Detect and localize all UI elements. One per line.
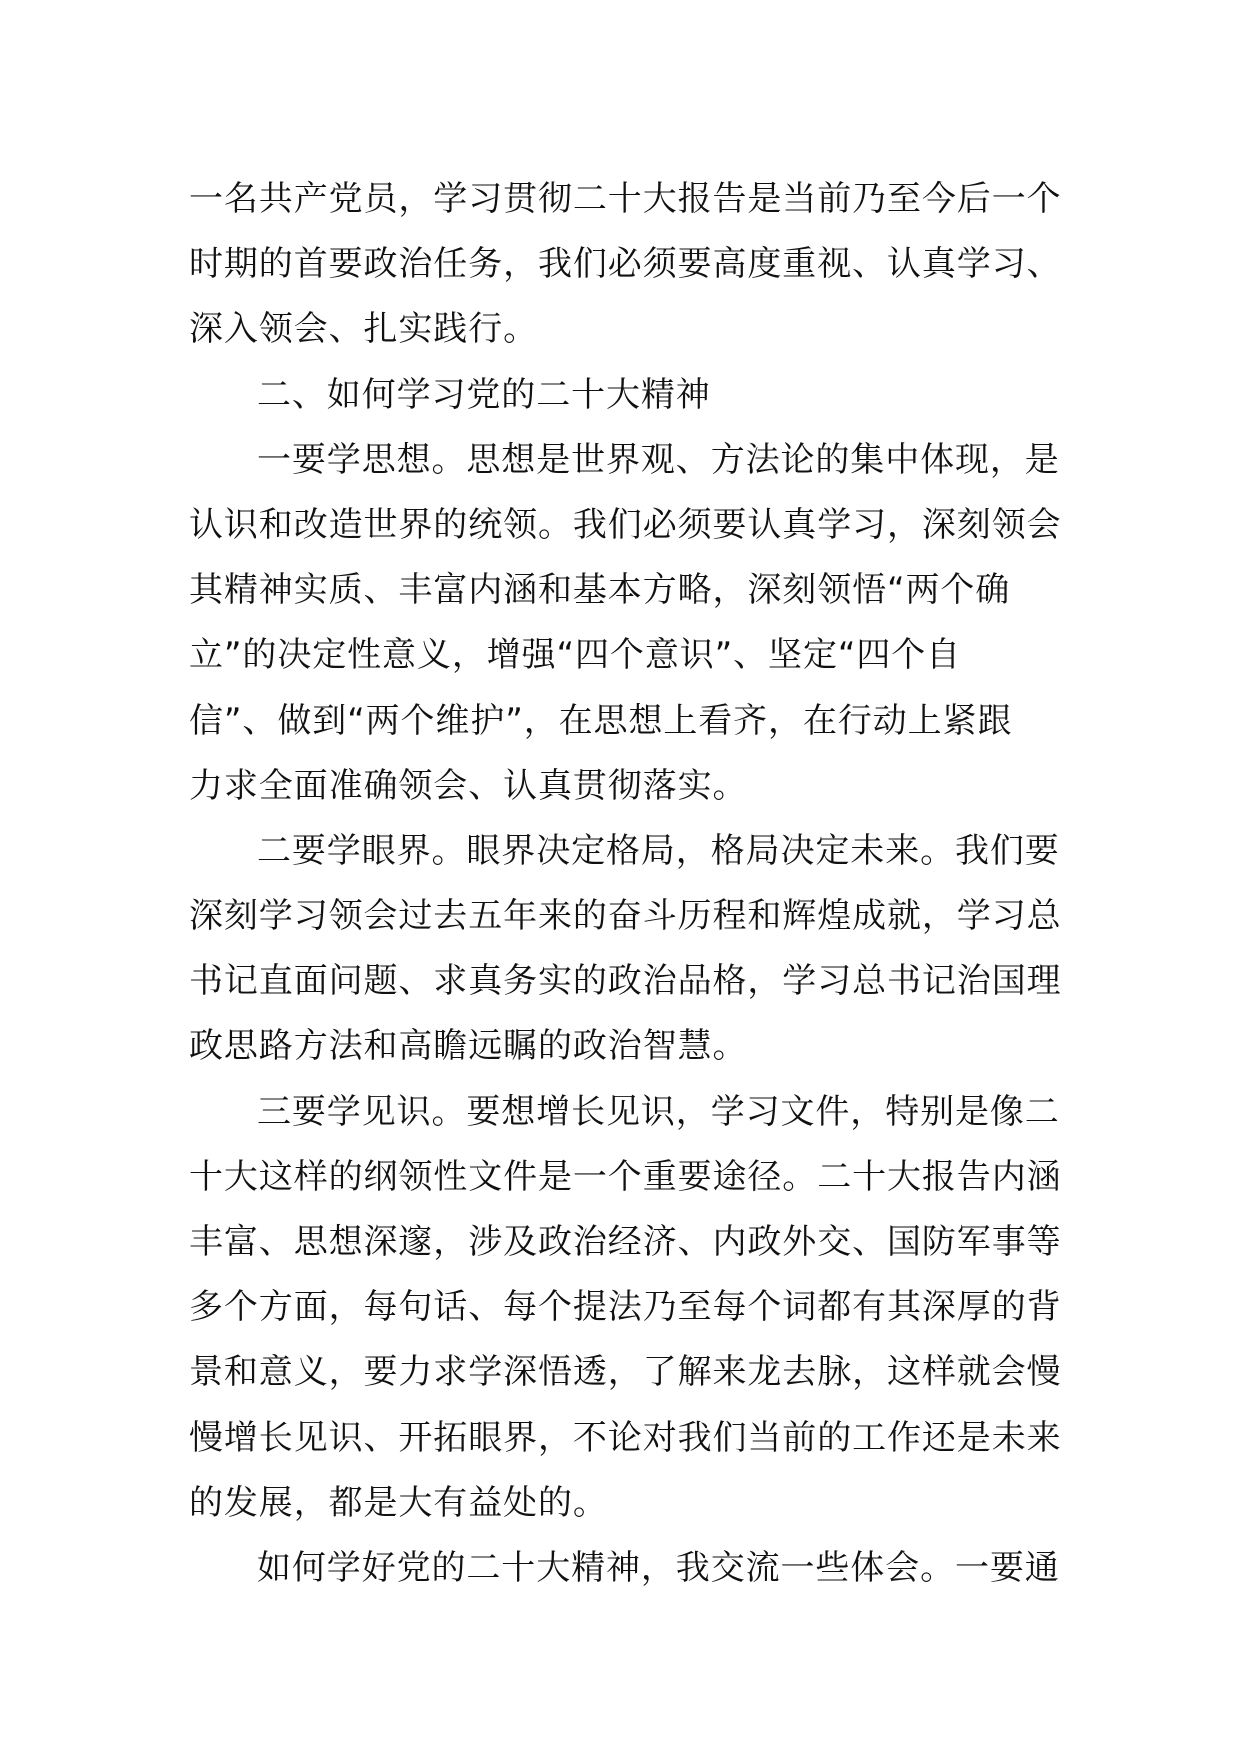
text-line: 的发展，都是大有益处的。 xyxy=(189,1482,608,1523)
text-line: 慢增长见识、开拓眼界，不论对我们当前的工作还是未来 xyxy=(189,1417,1062,1458)
section-heading: 二、如何学习党的二十大精神 xyxy=(257,374,711,415)
text-line: 一要学思想。思想是世界观、方法论的集中体现，是 xyxy=(257,439,1060,480)
text-line: 二要学眼界。眼界决定格局，格局决定未来。我们要 xyxy=(257,830,1060,871)
text-line: 立”的决定性意义，增强“四个意识”、坚定“四个自 xyxy=(189,635,962,676)
text-line: 信”、做到“两个维护”，在思想上看齐，在行动上紧跟 xyxy=(189,700,1013,741)
text-line: 时期的首要政治任务，我们必须要高度重视、认真学习、 xyxy=(189,244,1062,285)
text-line: 一名共产党员，学习贯彻二十大报告是当前乃至今后一个 xyxy=(189,179,1062,219)
text-line: 如何学好党的二十大精神，我交流一些体会。一要通 xyxy=(257,1547,1060,1588)
text-line: 多个方面，每句话、每个提法乃至每个词都有其深厚的背 xyxy=(189,1287,1062,1328)
text-line: 政思路方法和高瞻远瞩的政治智慧。 xyxy=(189,1026,748,1067)
text-line: 书记直面问题、求真务实的政治品格，学习总书记治国理 xyxy=(189,961,1062,1002)
text-line: 丰富、思想深邃，涉及政治经济、内政外交、国防军事等 xyxy=(189,1222,1062,1262)
text-line: 十大这样的纲领性文件是一个重要途径。二十大报告内涵 xyxy=(189,1156,1062,1197)
text-line: 景和意义，要力求学深悟透，了解来龙去脉，这样就会慢 xyxy=(189,1352,1062,1393)
text-line: 其精神实质、丰富内涵和基本方略，深刻领悟“两个确 xyxy=(189,570,1011,611)
text-line: 深刻学习领会过去五年来的奋斗历程和辉煌成就，学习总 xyxy=(189,896,1062,937)
text-line: 认识和改造世界的统领。我们必须要认真学习，深刻领会 xyxy=(189,504,1062,545)
text-line: 深入领会、扎实践行。 xyxy=(189,309,538,350)
text-line: 三要学见识。要想增长见识，学习文件，特别是像二 xyxy=(257,1091,1060,1132)
document-body xyxy=(189,167,1062,1601)
text-line: 力求全面准确领会、认真贯彻落实。 xyxy=(189,765,748,806)
